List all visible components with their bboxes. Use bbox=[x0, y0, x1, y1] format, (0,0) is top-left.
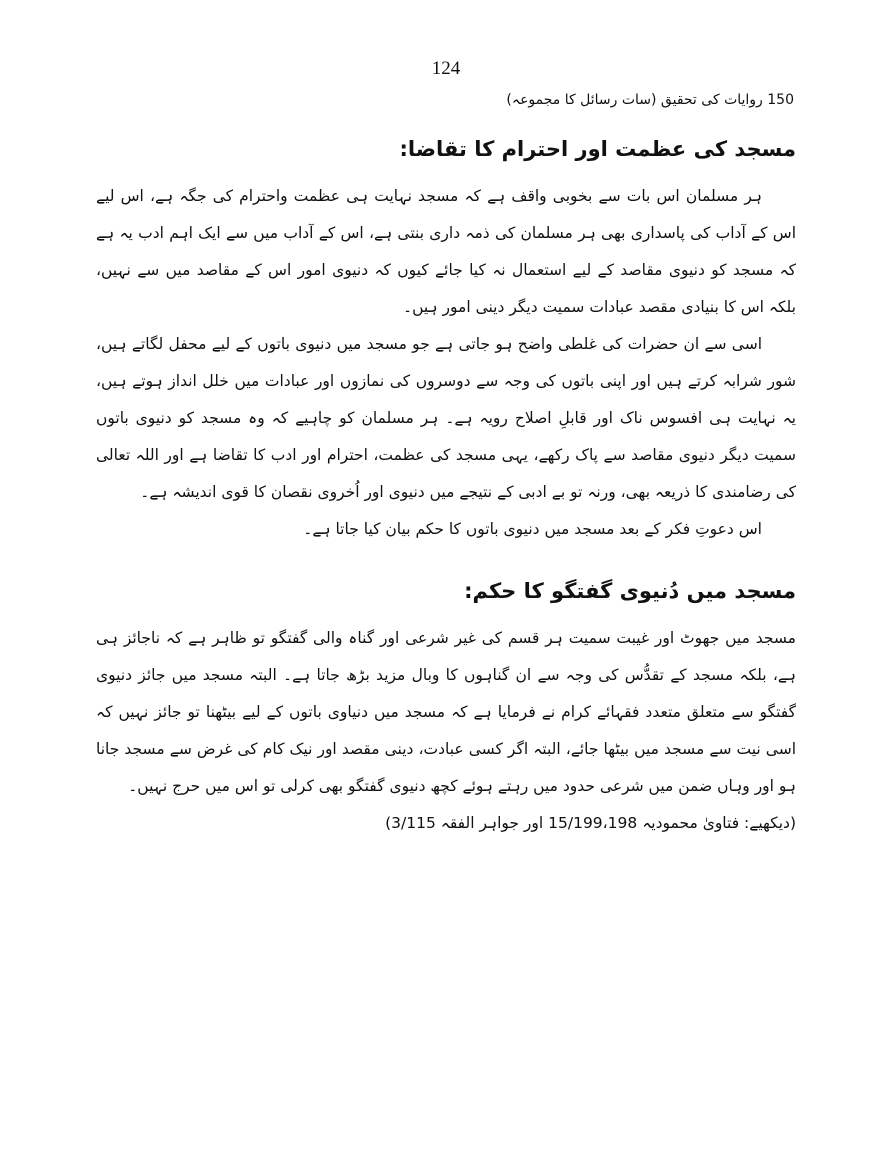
reference-citation: (دیکھیے: فتاویٰ محمودیہ 15/199،198 اور جواہر الفقہ 3/115) bbox=[385, 814, 796, 832]
page-number: 124 bbox=[431, 58, 461, 79]
page-content bbox=[96, 132, 796, 842]
section-heading-worldly-talk-ruling: مسجد میں دُنیوی گفتگو کا حکم: bbox=[464, 579, 796, 603]
paragraph: اسی سے ان حضرات کی غلطی واضح ہو جاتی ہے جو مسجد میں دنیوی باتوں کے لیے محفل لگاتے ہیں، شور شرابہ کرتے ہیں اور اپنی باتوں کی وجہ سے دوسروں کی نمازوں اور عبادات میں خلل انداز ہوتے ہیں، یہ نہایت ہی افسوس ناک اور قابلِ اصلاح رویہ ہے۔ ہر مسلمان کو چاہیے کہ وہ مسجد کو دنیوی باتوں سمیت دیگر دنیوی مقاصد سے پاک رکھے، یہی مسجد کی عظمت، احترام اور ادب کا تقاضا ہے اور اللہ تعالی کی رضامندی کا ذریعہ بھی، ورنہ تو بے ادبی کے نتیجے میں دنیوی اور اُخروی نقصان کا قوی اندیشہ ہے۔ bbox=[96, 335, 796, 501]
running-header: 150 روایات کی تحقیق (سات رسائل کا مجموعہ) bbox=[506, 92, 794, 108]
paragraph: مسجد میں جھوٹ اور غیبت سمیت ہر قسم کی غیر شرعی اور گناہ والی گفتگو تو ظاہر ہے کہ ناجائز ہی ہے، بلکہ مسجد کے تقدُّس کی وجہ سے ان گناہوں کا وبال مزید بڑھ جاتا ہے۔ البتہ مسجد میں جائز دنیوی گفتگو سے متعلق متعدد فقہائے کرام نے فرمایا ہے کہ مسجد میں دنیاوی باتوں کے لیے بیٹھنا تو جائز نہیں کہ اسی نیت سے مسجد میں بیٹھا جائے، البتہ اگر کسی عبادت، دینی مقصد اور نیک کام کی غرض سے مسجد جانا ہو اور وہاں ضمن میں شرعی حدود میں رہتے ہوئے کچھ دنیوی گفتگو بھی کرلی تو اس میں حرج نہیں۔ bbox=[96, 629, 796, 795]
paragraph: اس دعوتِ فکر کے بعد مسجد میں دنیوی باتوں کا حکم بیان کیا جاتا ہے۔ bbox=[303, 520, 762, 538]
paragraph: ہر مسلمان اس بات سے بخوبی واقف ہے کہ مسجد نہایت ہی عظمت واحترام کی جگہ ہے، اس لیے اس کے آداب کی پاسداری بھی ہر مسلمان کی ذمہ داری بنتی ہے، اس کے آداب میں سے ایک اہم ادب یہ ہے کہ مسجد کو دنیوی مقاصد کے لیے استعمال نہ کیا جائے کیوں کہ دنیوی امور اس کے مقاصد میں سے نہیں، بلکہ اس کا بنیادی مقصد عبادات سمیت دیگر دینی امور ہیں۔ bbox=[96, 187, 796, 316]
section-heading-mosque-greatness: مسجد کی عظمت اور احترام کا تقاضا: bbox=[399, 137, 796, 161]
